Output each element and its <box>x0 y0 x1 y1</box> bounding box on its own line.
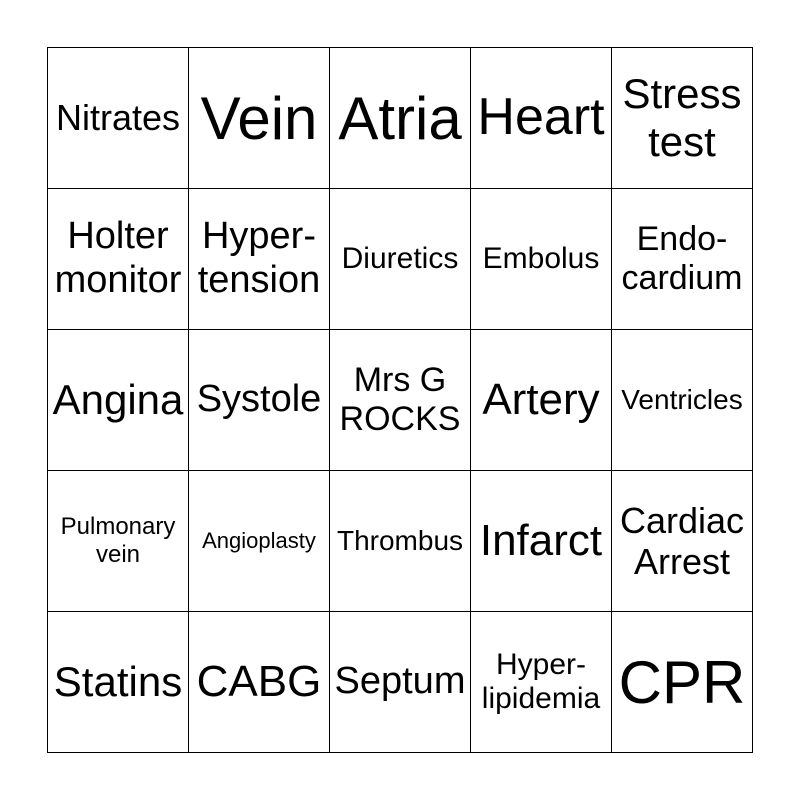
bingo-cell-diuretics[interactable]: Diuretics <box>330 189 471 330</box>
bingo-cell-cardiac-arrest[interactable]: Cardiac Arrest <box>612 471 753 612</box>
bingo-cell-hyperlipidemia[interactable]: Hyper- lipidemia <box>471 612 612 753</box>
bingo-cell-hypertension[interactable]: Hyper- tension <box>189 189 330 330</box>
bingo-cell-angina[interactable]: Angina <box>48 330 189 471</box>
bingo-cell-cabg[interactable]: CABG <box>189 612 330 753</box>
bingo-cell-endocardium[interactable]: Endo- cardium <box>612 189 753 330</box>
bingo-cell-mrs-g-rocks[interactable]: Mrs G ROCKS <box>330 330 471 471</box>
bingo-cell-systole[interactable]: Systole <box>189 330 330 471</box>
bingo-cell-angioplasty[interactable]: Angioplasty <box>189 471 330 612</box>
bingo-cell-stress-test[interactable]: Stress test <box>612 48 753 189</box>
bingo-cell-vein[interactable]: Vein <box>189 48 330 189</box>
bingo-cell-statins[interactable]: Statins <box>48 612 189 753</box>
bingo-cell-embolus[interactable]: Embolus <box>471 189 612 330</box>
bingo-cell-heart[interactable]: Heart <box>471 48 612 189</box>
bingo-cell-atria[interactable]: Atria <box>330 48 471 189</box>
bingo-board <box>47 47 753 753</box>
bingo-cell-artery[interactable]: Artery <box>471 330 612 471</box>
bingo-cell-holter-monitor[interactable]: Holter monitor <box>48 189 189 330</box>
bingo-cell-ventricles[interactable]: Ventricles <box>612 330 753 471</box>
bingo-cell-septum[interactable]: Septum <box>330 612 471 753</box>
bingo-cell-infarct[interactable]: Infarct <box>471 471 612 612</box>
bingo-cell-cpr[interactable]: CPR <box>612 612 753 753</box>
bingo-cell-thrombus[interactable]: Thrombus <box>330 471 471 612</box>
bingo-cell-nitrates[interactable]: Nitrates <box>48 48 189 189</box>
bingo-cell-pulmonary-vein[interactable]: Pulmonary vein <box>48 471 189 612</box>
